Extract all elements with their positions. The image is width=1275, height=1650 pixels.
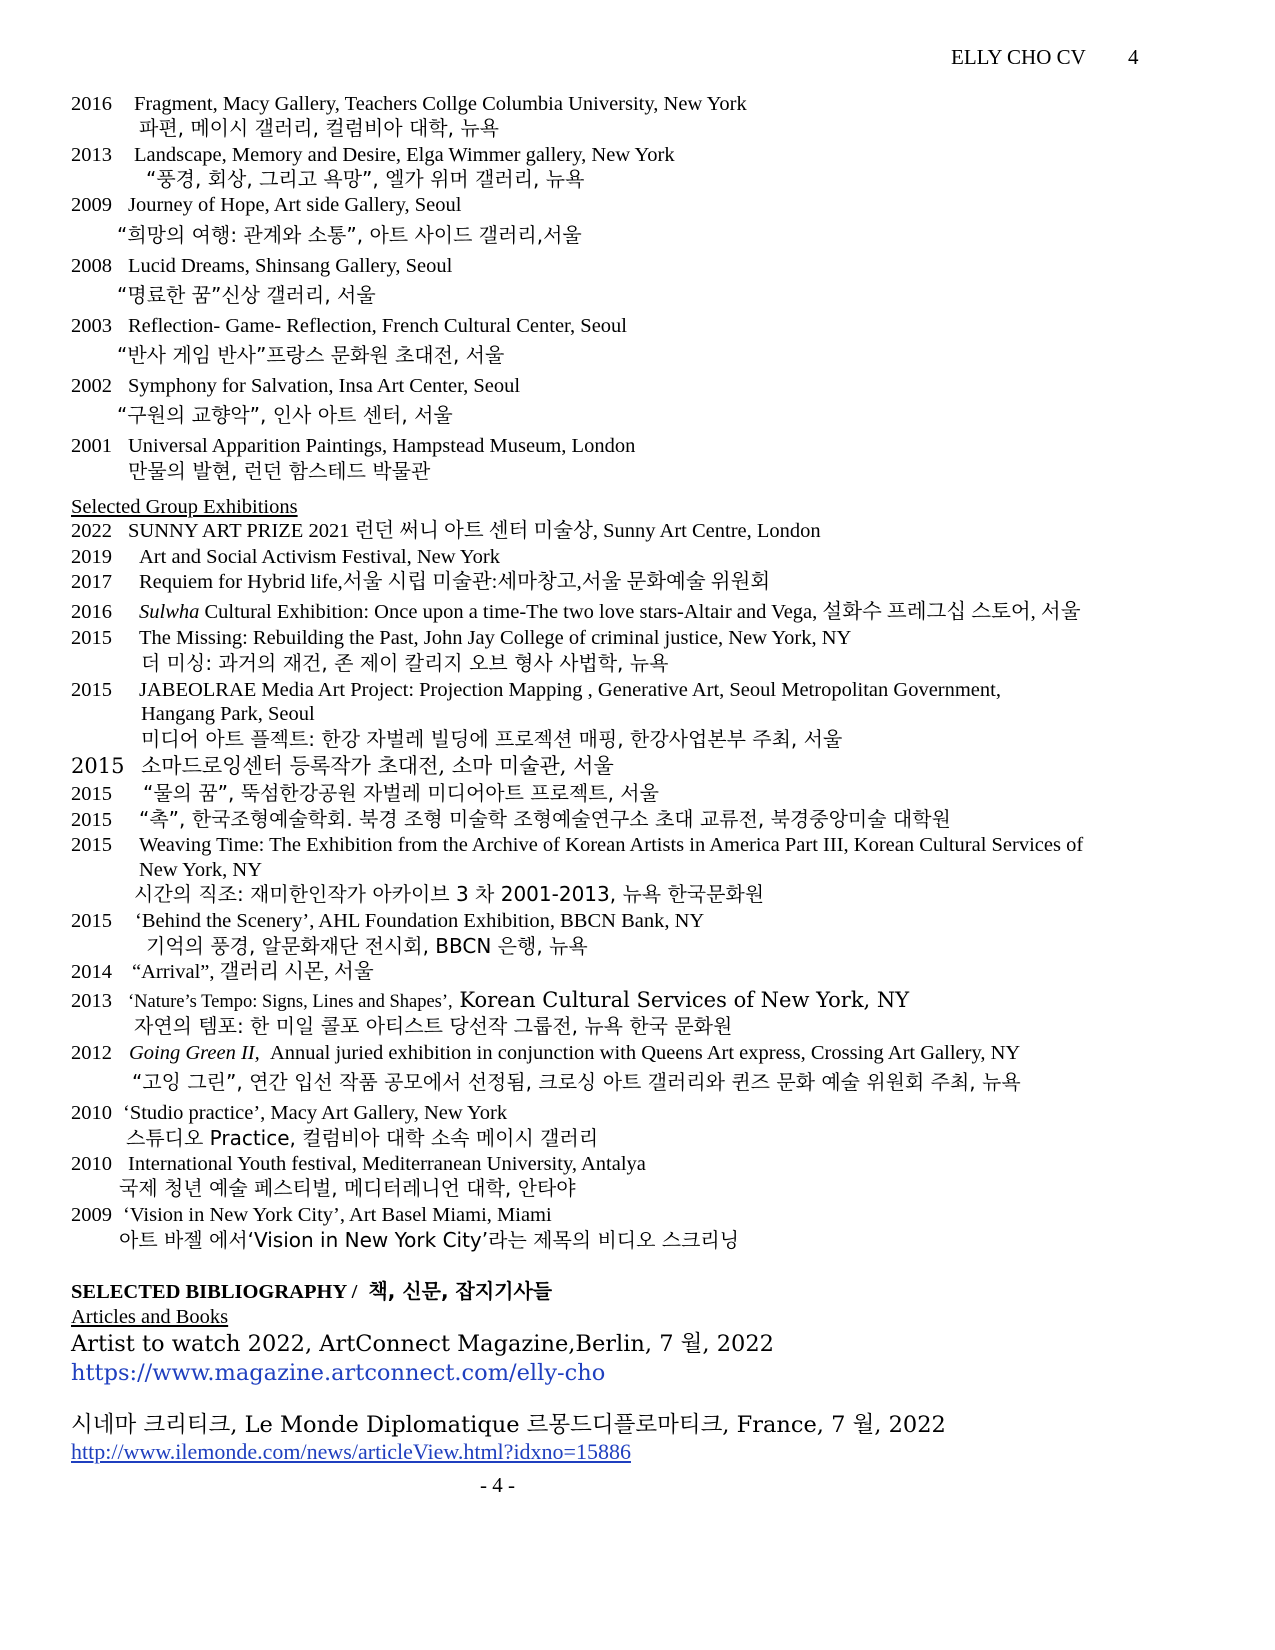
group-entry-2013: [71, 990, 909, 1012]
entry-title: Lucid Dreams, Shinsang Gallery, Seoul: [128, 255, 453, 277]
entry-year: 2019: [71, 546, 112, 568]
bibliography-entry-artconnect: Artist to watch 2022, ArtConnect Magazine,Berlin, 7 월, 2022: [71, 1331, 774, 1357]
entry-title: Requiem for Hybrid life,서울 시립 미술관:세마창고,서울 문화예술 위원회: [139, 571, 771, 593]
entry-year: 2013: [71, 144, 112, 166]
entry-title: Cultural Exhibition: Once upon a time-The two love stars-Altair and Vega, 설화수 프레그십 스토어, 서울: [199, 601, 1081, 623]
artconnect-link[interactable]: https://www.magazine.artconnect.com/elly-cho: [71, 1360, 606, 1386]
solo-entry-2009: [71, 195, 461, 216]
solo-entry-2008: [71, 256, 452, 277]
entry-title: ‘Nature’s Tempo: Signs, Lines and Shapes’,: [128, 992, 453, 1012]
bibliography-heading: [71, 1281, 552, 1303]
entry-title: Annual juried exhibition in conjunction with Queens Art express, Crossing Art Gallery, NY: [270, 1042, 1021, 1064]
lemonde-link[interactable]: http://www.ilemonde.com/news/articleView.html?idxno=15886: [71, 1439, 631, 1464]
entry-korean: “반사 게임 반사”프랑스 문화원 초대전, 서울: [117, 343, 505, 367]
entry-korean: 만물의 발현, 런던 함스테드 박물관: [128, 459, 431, 483]
group-entry-2022: [71, 521, 821, 542]
entry-korean: “희망의 여행: 관계와 소통”, 아트 사이드 갤러리,서울: [117, 223, 582, 247]
entry-korean: “풍경, 회상, 그리고 욕망”, 엘가 위머 갤러리, 뉴욕: [146, 167, 585, 191]
footer-page-label: - 4 -: [480, 1473, 515, 1497]
group-entry-2015-behind: [71, 911, 704, 932]
entry-title: Reflection- Game- Reflection, French Cultural Center, Seoul: [128, 315, 627, 337]
entry-title: Landscape, Memory and Desire, Elga Wimmer gallery, New York: [134, 144, 675, 166]
entry-title: “물의 꿈”, 뚝섬한강공원 자벌레 미디어아트 프로젝트, 서울: [143, 781, 659, 805]
entry-year: 2009: [71, 1204, 112, 1226]
entry-title-italic: Going Green II,: [129, 1042, 260, 1064]
header-name: ELLY CHO CV: [951, 45, 1086, 69]
entry-year: 2015: [71, 910, 112, 932]
header-page-number: 4: [1128, 45, 1139, 69]
bibliography-entry-lemonde: 시네마 크리티크, Le Monde Diplomatique 르몽드디플로마티크, France, 7 월, 2022: [71, 1412, 946, 1438]
entry-year: 2008: [71, 255, 112, 277]
solo-entry-2002: [71, 376, 520, 397]
group-entry-2017: [71, 572, 770, 593]
solo-entry-2001: [71, 436, 635, 457]
solo-entry-2013: [71, 145, 675, 166]
entry-year: 2001: [71, 435, 112, 457]
entry-korean: 파편, 메이시 갤러리, 컬럼비아 대학, 뉴욕: [139, 116, 499, 140]
entry-korean: 자연의 템포: 한 미일 콜포 아티스트 당선작 그룹전, 뉴욕 한국 문화원: [134, 1014, 733, 1038]
entry-korean: 더 미싱: 과거의 재건, 존 제이 칼리지 오브 형사 사법학, 뉴욕: [141, 651, 669, 675]
entry-year: 2013: [71, 990, 112, 1012]
group-entry-2010-studio: [71, 1103, 507, 1124]
group-entry-2009: [71, 1205, 552, 1226]
entry-korean: “명료한 꿈”신상 갤러리, 서울: [117, 283, 376, 307]
articles-books-heading: Articles and Books: [71, 1306, 229, 1328]
entry-title: ‘Vision in New York City’, Art Basel Miami, Miami: [123, 1204, 552, 1226]
group-entry-2010-youth: [71, 1154, 646, 1175]
entry-year: 2015: [71, 834, 112, 856]
entry-year: 2022: [71, 520, 112, 542]
entry-title: “촉”, 한국조형예술학회. 북경 조형 미술학 조형예술연구소 초대 교류전, 북경중앙미술 대학원: [139, 807, 951, 831]
entry-year: 2015: [71, 783, 112, 805]
group-entry-2016: [71, 602, 1081, 623]
entry-title: Fragment, Macy Gallery, Teachers Collge Columbia University, New York: [134, 93, 747, 115]
group-entry-2014: [71, 962, 374, 983]
entry-title: Journey of Hope, Art side Gallery, Seoul: [128, 194, 462, 216]
entry-title: Universal Apparition Paintings, Hampstead Museum, London: [128, 435, 636, 457]
bibliography-heading-english: SELECTED BIBLIOGRAPHY /: [71, 1281, 358, 1303]
entry-korean: 기억의 풍경, 알문화재단 전시회, BBCN 은행, 뉴욕: [146, 934, 588, 958]
entry-year: 2010: [71, 1153, 112, 1175]
entry-title-italic: Sulwha: [139, 601, 200, 623]
bibliography-heading-korean: 책, 신문, 잡지기사들: [368, 1279, 553, 1303]
group-entry-2015-chok: [71, 809, 951, 831]
group-entry-2015-soma: [71, 756, 614, 777]
entry-korean: 아트 바젤 에서‘Vision in New York City’라는 제목의 비디오 스크리닝: [119, 1228, 740, 1252]
entry-year: 2015: [71, 627, 112, 649]
group-entry-2019: [71, 547, 500, 568]
entry-year: 2002: [71, 375, 112, 397]
entry-korean: “구원의 교향악”, 인사 아트 센터, 서울: [117, 403, 453, 427]
entry-year: 2017: [71, 571, 112, 593]
entry-title: Art and Social Activism Festival, New York: [139, 546, 501, 568]
entry-korean: 미디어 아트 플젝트: 한강 자벌레 빌딩에 프로젝션 매핑, 한강사업본부 주최, 서울: [141, 727, 843, 751]
group-entry-2015-weaving: [71, 835, 1083, 856]
entry-title: Symphony for Salvation, Insa Art Center, Seoul: [128, 375, 521, 397]
solo-entry-2003: [71, 316, 627, 337]
entry-title: JABEOLRAE Media Art Project: Projection Mapping , Generative Art, Seoul Metropolitan Government,: [139, 679, 1001, 701]
entry-title: “Arrival”, 갤러리 시몬, 서울: [132, 961, 374, 983]
group-entry-2012: [71, 1043, 1020, 1064]
entry-title-continued: Korean Cultural Services of New York, NY: [452, 988, 910, 1012]
entry-title: SUNNY ART PRIZE 2021 런던 써니 아트 센터 미술상, Sunny Art Centre, London: [128, 520, 821, 542]
entry-korean: 국제 청년 예술 페스티벌, 메디터레니언 대학, 안타야: [119, 1176, 576, 1200]
group-entry-2015-jabeolrae: [71, 680, 1001, 701]
entry-title: The Missing: Rebuilding the Past, John Jay College of criminal justice, New York, NY: [139, 627, 852, 649]
entry-year: 2016: [71, 601, 112, 623]
entry-year: 2009: [71, 194, 112, 216]
entry-title-continued: Hangang Park, Seoul: [141, 703, 315, 725]
group-entry-2015-water: [71, 783, 659, 805]
entry-year: 2015: [71, 809, 112, 831]
solo-entry-2016: [71, 94, 747, 115]
entry-year: 2014: [71, 961, 112, 983]
group-exhibitions-heading: Selected Group Exhibitions: [71, 496, 298, 518]
entry-year: 2010: [71, 1102, 112, 1124]
entry-title: ‘Behind the Scenery’, AHL Foundation Exhibition, BBCN Bank, NY: [135, 910, 705, 932]
entry-korean: 스튜디오 Practice, 컬럼비아 대학 소속 메이시 갤러리: [126, 1126, 599, 1150]
entry-title: Weaving Time: The Exhibition from the Archive of Korean Artists in America Part III, Korean Cultural Services of: [139, 834, 1084, 856]
entry-year: 2012: [71, 1042, 112, 1064]
entry-year: 2003: [71, 315, 112, 337]
group-entry-2015-missing: [71, 628, 851, 649]
entry-title: ‘Studio practice’, Macy Art Gallery, New York: [123, 1102, 508, 1124]
entry-korean: 시간의 직조: 재미한인작가 아카이브 3 차 2001-2013, 뉴욕 한국문화원: [134, 882, 765, 906]
entry-year: 2015: [71, 679, 112, 701]
entry-korean: “고잉 그린”, 연간 입선 작품 공모에서 선정됨, 크로싱 아트 갤러리와 퀸즈 문화 예술 위원회 주최, 뉴욕: [132, 1070, 1021, 1094]
entry-title-continued: New York, NY: [139, 859, 263, 881]
entry-title: 소마드로잉센터 등록작가 초대전, 소마 미술관, 서울: [141, 754, 614, 778]
entry-year: 2016: [71, 93, 112, 115]
entry-title: International Youth festival, Mediterranean University, Antalya: [128, 1153, 646, 1175]
entry-year: 2015: [71, 754, 125, 778]
